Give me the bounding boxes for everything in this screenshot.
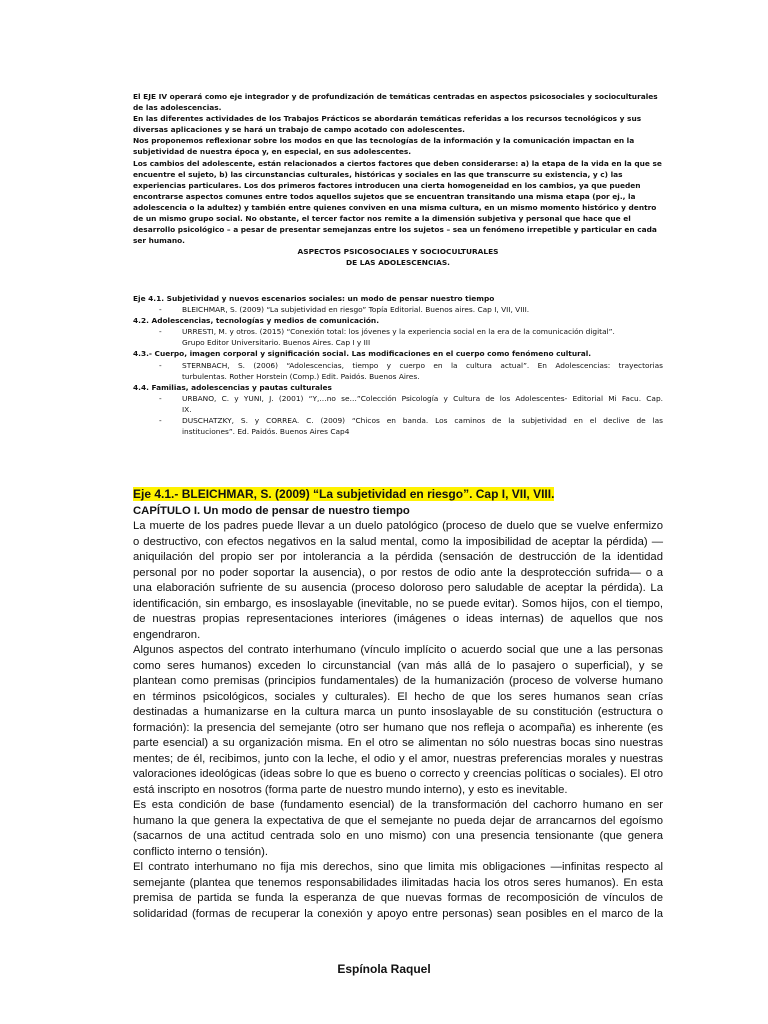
body-line: La muerte de los padres puede llevar a un duelo patológico (proceso de duelo que se vuelve enfermizo (133, 520, 663, 533)
intro-line: de las adolescencias. (133, 103, 222, 113)
intro-line: diversas aplicaciones y se hará un trabajo de campo acotado con adolescentes. (133, 125, 465, 135)
body-line: (sacarnos de una actitud centrada solo en uno mismo) con una presencia tensionante (que genera (133, 830, 663, 843)
body-line: como seres humanos) exceden lo circunstancial (van más allá de lo pasajero o superficial), y se (133, 659, 663, 672)
biblio-entry (133, 304, 663, 315)
section-heading: DE LAS ADOLESCENCIAS. (346, 258, 450, 268)
body-line: plantean como premisas (principios fundamentales) de la humanización (proceso de volverse humano (133, 675, 663, 688)
body-line: valoraciones ideológicas (ideas sobre lo que es bueno o correcto y creencias políticas o sociales). El otro (133, 768, 663, 781)
body-line: en términos psicológicos, sociales y culturales). El hecho de que los seres humanos sean crías (133, 690, 663, 703)
body-line: está inscripto en nosotros (forma parte de nuestro mundo interno), y esto es inevitable. (133, 783, 568, 796)
body-line: de nuestras propias representaciones interiores (imágenes o ideas internas) de aquellos que nos (133, 613, 663, 626)
biblio-text: IX. (182, 404, 192, 414)
biblio-entry (133, 360, 663, 382)
body-line: conflicto interno o tensión). (133, 845, 269, 858)
intro-line: Nos proponemos reflexionar sobre los modos en que las tecnologías de la información y la comunicación impactan en la (133, 136, 635, 146)
body-line: formación): la presencia del semejante (otro ser humano que nos refleja o acompaña) es inherente (es (133, 721, 663, 734)
body-line: aniquilación del propio ser por intolerancia a la pérdida (sensación de destrucción de la identidad (133, 551, 663, 564)
footer-author: Espínola Raquel (337, 962, 431, 976)
biblio-text: STERNBACH, S. (2006) “Adolescencias, tiempo y cuerpo en la cultura actual”. En Adolescencias: trayectorias (182, 360, 663, 370)
bullet-dash: - (159, 327, 162, 337)
intro-line: adolescencia o la adultez) y también entre quienes conviven en una misma cultura, en un mismo momento histórico y dentro (133, 202, 657, 212)
bullet-dash: - (159, 360, 162, 370)
chapter-title: CAPÍTULO I. Un modo de pensar de nuestro tiempo (133, 504, 410, 517)
biblio-section-title: 4.4. Familias, adolescencias y pautas culturales (133, 382, 332, 392)
biblio-section-title: Eje 4.1. Subjetividad y nuevos escenarios sociales: un modo de pensar nuestro tiempo (133, 294, 495, 303)
body-line: mentes; de él, recibimos, junto con la leche, el odio y el amor, nuestras preferencias morales y nuestras (133, 752, 663, 765)
bibliography (133, 293, 663, 437)
intro-line: El EJE IV operará como eje integrador y de profundización de temáticas centradas en aspectos psicosociales y socioculturales (133, 92, 658, 101)
intro-line: encontrarse aspectos comunes entre todos aquellos sujetos que se encuentran transitando una misma etapa (por ej., la (133, 191, 636, 201)
bullet-dash: - (159, 416, 162, 426)
biblio-text: BLEICHMAR, S. (2009) “La subjetividad en riesgo” Topía Editorial. Buenos aires. Cap I, VII, VIII. (182, 305, 530, 315)
highlighted-title: Eje 4.1.- BLEICHMAR, S. (2009) “La subjetividad en riesgo”. Cap I, VII, VIII. (133, 487, 555, 501)
bullet-dash: - (159, 305, 162, 315)
biblio-text: instituciones”. Ed. Paidós. Buenos Aires Cap4 (182, 427, 350, 437)
biblio-entry (133, 326, 663, 348)
intro-line: desarrollo psicológico – a pesar de presentar semejanzas entre los sujetos – sea un fenómeno irrepetible y particular en cada (133, 225, 657, 235)
intro-line: encuentre el sujeto, b) las circunstancias culturales, históricas y sociales en las que transcurre su existencia, y c) las (133, 169, 623, 179)
intro-line: En las diferentes actividades de los Trabajos Prácticos se abordarán temáticas referidas a los recursos tecnológicos y sus (133, 114, 642, 124)
biblio-text: turbulentas. Rother Horstein (Comp.) Edit. Paidós. Buenos Aires. (182, 371, 420, 381)
biblio-section-title: 4.3.- Cuerpo, imagen corporal y significación social. Las modificaciones en el cuerpo como fenómeno cultural. (133, 349, 592, 359)
body-line: semejante (plantea que tenemos responsabilidades ilimitadas hacia los otros seres humanos). En esta (133, 876, 663, 889)
body-line: solidaridad (formas de recuperar la conexión y apoyo entre personas) sean posibles en el marco de la (133, 907, 663, 920)
intro-line: de un mismo grupo social. No obstante, el tercer factor nos remite a la dimensión subjetiva y personal que hace que el (133, 214, 631, 224)
intro-line: experiencias particulares. Los dos primeros factores introducen una cierta homogeneidad en los cambios, ya que pueden (133, 180, 641, 190)
biblio-text: Grupo Editor Universitario. Buenos Aires. Cap I y III (182, 338, 371, 348)
bullet-dash: - (159, 393, 162, 403)
intro-block (133, 91, 663, 269)
body-line: Es esta condición de base (fundamento esencial) de la transformación del cachorro humano en ser (133, 799, 663, 812)
biblio-section-title: 4.2. Adolescencias, tecnologías y medios de comunicación. (133, 316, 379, 326)
biblio-text: URBANO, C. y YUNI, J. (2001) “Y,…no se…”Colección Psicología y Cultura de los Adolescentes- Editorial Mi Facu. Cap. (182, 393, 663, 403)
intro-line: Los cambios del adolescente, están relacionados a ciertos factores que deben considerarse: a) la etapa de la vida en la que se (133, 158, 662, 168)
body-line: humano la que genera la expectativa de que el semejante no pueda dejar de arrancarnos del egoísmo (133, 814, 663, 827)
body-line: Algunos aspectos del contrato interhumano (vínculo implícito o acuerdo social que une a las personas (133, 644, 663, 657)
body-line: una elaboración sufriente de su ausencia (proceso doloroso pero saludable de aceptar la pérdida). La (133, 582, 663, 595)
body-line: premisa de partida se funda la esperanza de que nuevas formas de recomposición de vínculos de (133, 892, 663, 905)
body-line: destinadas a humanizarse en la cultura marca un punto insoslayable de su constitución (estructura o (133, 706, 663, 719)
biblio-text: DUSCHATZKY, S. y CORREA. C. (2009) “Chicos en banda. Los caminos de la subjetividad en el declive de las (182, 416, 663, 426)
intro-line: ser humano. (133, 236, 185, 246)
section-heading: ASPECTOS PSICOSOCIALES Y SOCIOCULTURALES (297, 247, 499, 257)
biblio-entry (133, 393, 663, 415)
body-line: o destructivo, con efectos negativos en la salud mental, como la imposibilidad de aceptar la pérdida) — (133, 535, 663, 548)
biblio-text: URRESTI, M. y otros. (2015) “Conexión total: los jóvenes y la experiencia social en la era de la comunicación digital”. (182, 327, 615, 337)
body-line: engendraron. (133, 628, 201, 641)
body-line: personal por no poder soportar la ausencia), o por restos de odio ante la desprotección sufrida— o a (133, 566, 663, 579)
body-line: identificación, sin embargo, es insoslayable (inevitable, no se puede evitar). Somos hijos, con el tiempo, (133, 597, 663, 610)
biblio-entry (133, 415, 663, 437)
chapter-body (133, 487, 663, 922)
intro-line: subjetividad de nuestra época y, en especial, en sus adolescentes. (133, 147, 412, 157)
body-line: parte esencial) a su organización misma. En el otro se alimentan no sólo nuestras bocas sino nuestras (133, 737, 663, 750)
body-line: El contrato interhumano no fija mis derechos, sino que limita mis obligaciones —infinitas respecto al (133, 861, 663, 874)
